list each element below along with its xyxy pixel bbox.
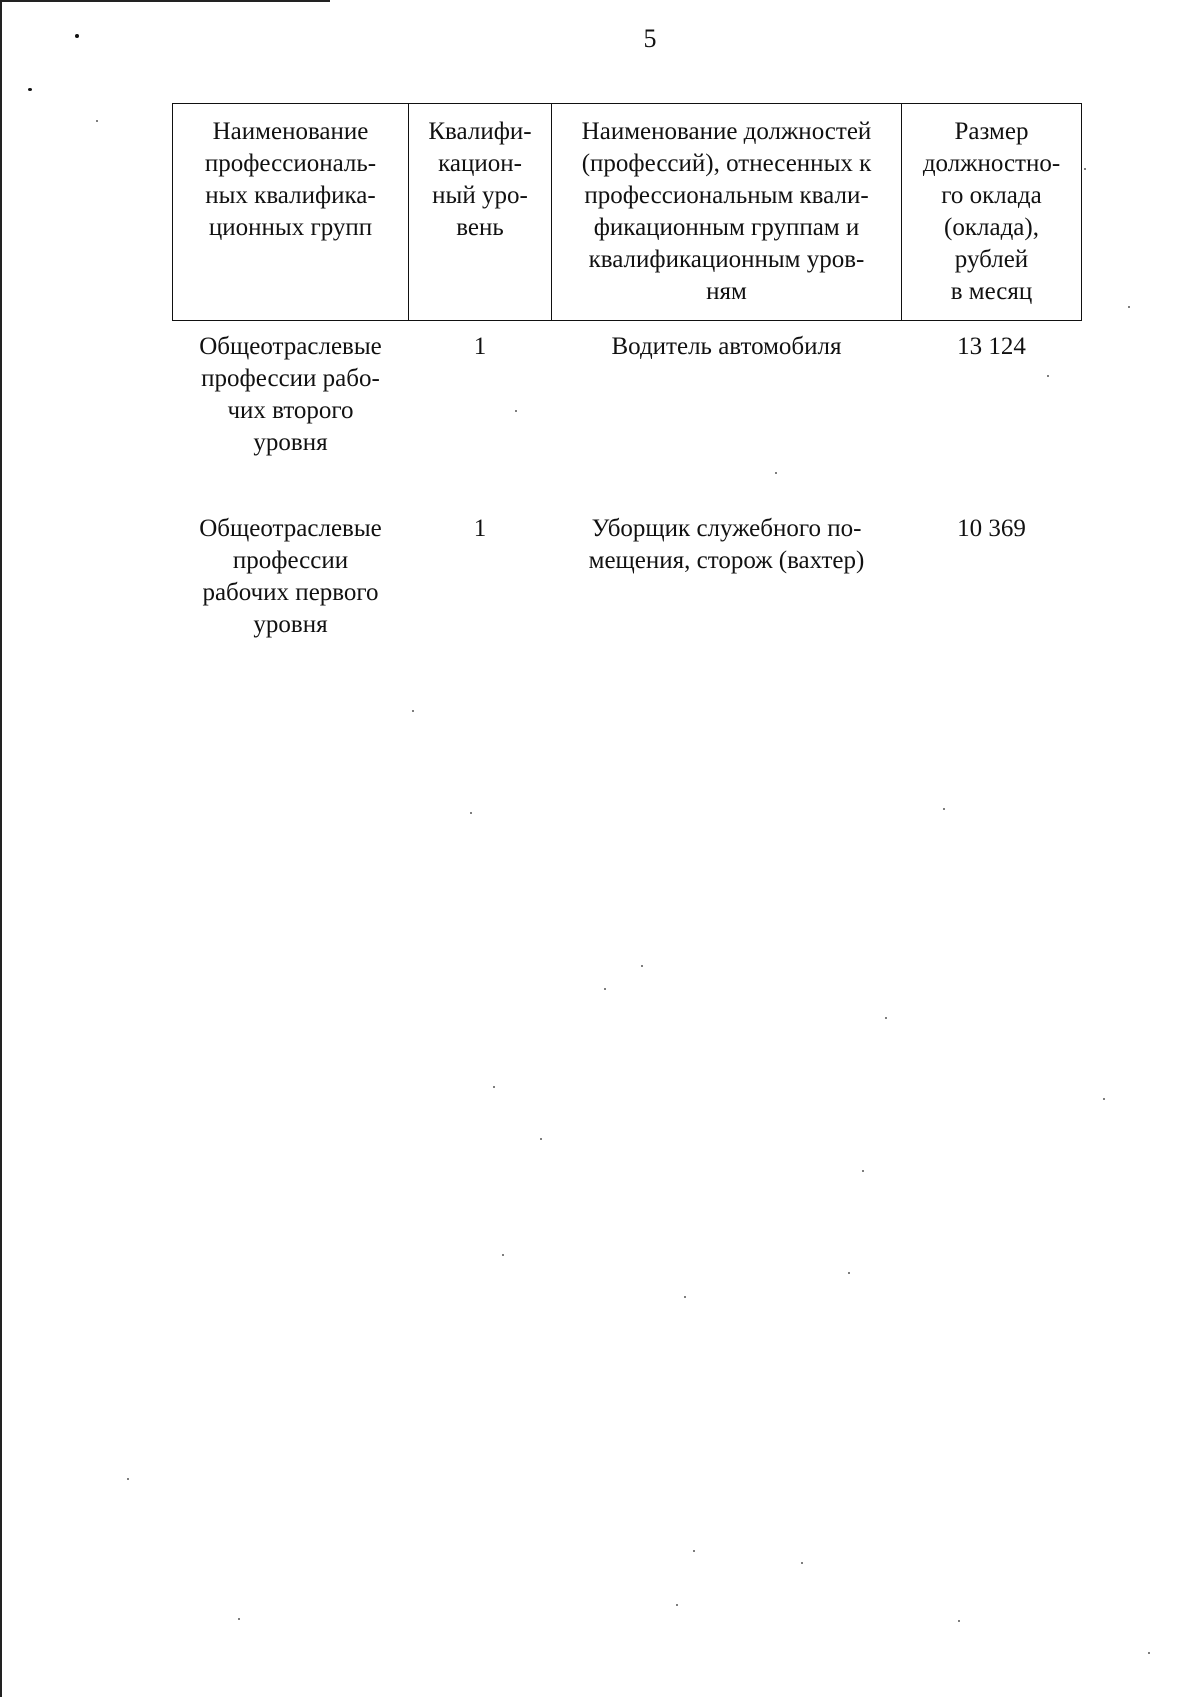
scan-speck xyxy=(1128,306,1130,308)
scan-speck xyxy=(1084,168,1086,170)
scan-speck xyxy=(28,88,32,91)
cell-level: 1 xyxy=(473,333,487,360)
scan-speck xyxy=(641,965,643,967)
scan-speck xyxy=(127,1478,129,1480)
scan-speck xyxy=(493,1086,495,1088)
scan-speck xyxy=(470,812,472,814)
scan-speck xyxy=(684,1296,686,1298)
scan-speck xyxy=(1103,1098,1105,1100)
header-position-names: Наименование должностей (профессий), отнесенных к профессиональным квали- фикационным группам и квалификационным уров- ням xyxy=(552,104,902,321)
scan-speck xyxy=(848,1272,850,1274)
table-header xyxy=(173,104,1082,321)
cell-salary: 13 124 xyxy=(957,333,1026,360)
salary-table xyxy=(172,103,1082,673)
table-header-row xyxy=(173,104,1082,321)
scan-speck xyxy=(1148,1652,1150,1654)
cell-positions: Уборщик служебного по- мещения, сторож (вахтер) xyxy=(588,515,865,574)
cell-salary: 10 369 xyxy=(957,515,1026,542)
table-row xyxy=(173,321,1082,504)
cell-level: 1 xyxy=(473,515,487,542)
scan-border-top xyxy=(0,0,330,2)
scan-speck xyxy=(693,1550,695,1552)
scan-speck xyxy=(862,1170,864,1172)
scan-speck xyxy=(96,120,98,122)
scan-speck xyxy=(540,1138,542,1140)
scan-speck xyxy=(676,1604,678,1606)
header-qualification-group: Наименование профессиональ- ных квалифика- ционных групп xyxy=(173,104,409,321)
scan-speck xyxy=(238,1618,240,1620)
page-number: 5 xyxy=(643,24,657,53)
scan-speck xyxy=(958,1620,960,1622)
scan-speck xyxy=(412,710,414,712)
scan-border-left xyxy=(0,0,2,1697)
cell-group: Общеотраслевые профессии рабочих первого уровня xyxy=(199,515,382,638)
table-row xyxy=(173,503,1082,673)
scan-speck xyxy=(775,472,777,474)
scan-speck xyxy=(604,988,606,990)
cell-group: Общеотраслевые профессии рабо- чих второго уровня xyxy=(199,333,382,456)
header-salary: Размер должностно- го оклада (оклада), рублей в месяц xyxy=(902,104,1082,321)
scan-speck xyxy=(75,34,79,38)
cell-positions: Водитель автомобиля xyxy=(611,333,842,360)
scan-speck xyxy=(885,1017,887,1019)
scan-speck xyxy=(943,808,945,810)
header-qualification-level: Квалифи- кацион- ный уро- вень xyxy=(409,104,552,321)
scan-speck xyxy=(515,410,517,412)
scan-speck xyxy=(1047,375,1049,377)
table-body xyxy=(173,321,1082,674)
scan-speck xyxy=(502,1254,504,1256)
scan-speck xyxy=(801,1562,803,1564)
